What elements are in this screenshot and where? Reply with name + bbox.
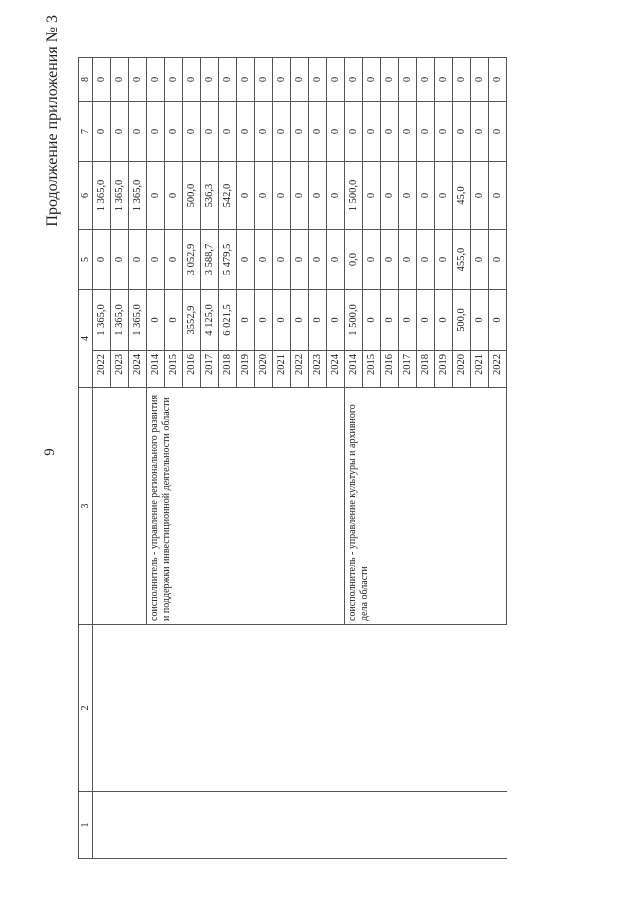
col8-cell: 0 <box>291 58 309 102</box>
total-cell: 0 <box>435 290 453 351</box>
col7-cell: 0 <box>417 102 435 162</box>
col1-cell <box>93 792 147 859</box>
col5-cell: 0 <box>93 230 111 290</box>
col7-cell: 0 <box>111 102 129 162</box>
col5-cell: 0 <box>255 230 273 290</box>
year-cell: 2022 <box>489 351 507 388</box>
col6-cell: 0 <box>327 162 345 230</box>
executor-cell <box>93 388 147 625</box>
col6-cell: 1 365,0 <box>129 162 147 230</box>
col6-cell: 0 <box>255 162 273 230</box>
col7-cell: 0 <box>273 102 291 162</box>
col5-cell: 5 479,5 <box>219 230 237 290</box>
col5-cell: 0 <box>381 230 399 290</box>
col6-cell: 536,3 <box>201 162 219 230</box>
col7-cell: 0 <box>183 102 201 162</box>
year-cell: 2019 <box>237 351 255 388</box>
col6-cell: 0 <box>435 162 453 230</box>
col7-cell: 0 <box>255 102 273 162</box>
total-cell: 0 <box>255 290 273 351</box>
col5-cell: 0 <box>147 230 165 290</box>
program-table <box>78 57 507 859</box>
year-cell: 2023 <box>111 351 129 388</box>
col7-cell: 0 <box>219 102 237 162</box>
col7-cell: 0 <box>489 102 507 162</box>
col7-cell: 0 <box>399 102 417 162</box>
col-header-5: 5 <box>79 230 93 290</box>
table-body <box>79 58 507 859</box>
col5-cell: 0 <box>165 230 183 290</box>
col1-cell <box>147 792 345 859</box>
total-cell: 0 <box>165 290 183 351</box>
year-cell: 2022 <box>93 351 111 388</box>
col5-cell: 455,0 <box>453 230 471 290</box>
col5-cell: 0 <box>273 230 291 290</box>
year-cell: 2020 <box>255 351 273 388</box>
col7-cell: 0 <box>291 102 309 162</box>
col8-cell: 0 <box>327 58 345 102</box>
column-number-row <box>79 58 93 859</box>
col6-cell: 1 365,0 <box>93 162 111 230</box>
total-cell: 6 021,5 <box>219 290 237 351</box>
total-cell: 0 <box>363 290 381 351</box>
total-cell: 0 <box>147 290 165 351</box>
col8-cell: 0 <box>237 58 255 102</box>
col8-cell: 0 <box>489 58 507 102</box>
executor-cell: соисполнитель - управление культуры и архивного дела области <box>345 388 507 625</box>
col8-cell: 0 <box>309 58 327 102</box>
year-cell: 2016 <box>183 351 201 388</box>
col5-cell: 0 <box>111 230 129 290</box>
col6-cell: 0 <box>417 162 435 230</box>
total-cell: 0 <box>327 290 345 351</box>
total-cell: 1 365,0 <box>111 290 129 351</box>
table-row <box>345 58 363 859</box>
col8-cell: 0 <box>471 58 489 102</box>
col-header-7: 7 <box>79 102 93 162</box>
col2-cell <box>93 625 147 792</box>
col2-cell <box>345 625 507 792</box>
year-cell: 2018 <box>219 351 237 388</box>
year-cell: 2022 <box>291 351 309 388</box>
col8-cell: 0 <box>453 58 471 102</box>
executor-cell: соисполнитель - управление регионального развития и поддержки инвестиционной деятельности области <box>147 388 345 625</box>
year-cell: 2016 <box>381 351 399 388</box>
col7-cell: 0 <box>471 102 489 162</box>
col7-cell: 0 <box>147 102 165 162</box>
col7-cell: 0 <box>381 102 399 162</box>
col5-cell: 0 <box>489 230 507 290</box>
col7-cell: 0 <box>327 102 345 162</box>
col7-cell: 0 <box>453 102 471 162</box>
col7-cell: 0 <box>309 102 327 162</box>
table-row <box>147 58 165 859</box>
col8-cell: 0 <box>345 58 363 102</box>
appendix-caption: Продолжение приложения № 3 <box>44 15 61 227</box>
col5-cell: 0 <box>237 230 255 290</box>
col8-cell: 0 <box>417 58 435 102</box>
col5-cell: 0 <box>291 230 309 290</box>
col5-cell: 0 <box>363 230 381 290</box>
col7-cell: 0 <box>129 102 147 162</box>
year-cell: 2019 <box>435 351 453 388</box>
col6-cell: 0 <box>165 162 183 230</box>
col-header-1: 1 <box>79 792 93 859</box>
col8-cell: 0 <box>183 58 201 102</box>
year-cell: 2021 <box>273 351 291 388</box>
col6-cell: 0 <box>471 162 489 230</box>
total-cell: 0 <box>237 290 255 351</box>
col7-cell: 0 <box>201 102 219 162</box>
col8-cell: 0 <box>147 58 165 102</box>
col8-cell: 0 <box>93 58 111 102</box>
col8-cell: 0 <box>363 58 381 102</box>
col6-cell: 0 <box>399 162 417 230</box>
year-cell: 2020 <box>453 351 471 388</box>
col8-cell: 0 <box>165 58 183 102</box>
total-cell: 0 <box>471 290 489 351</box>
col6-cell: 0 <box>237 162 255 230</box>
year-cell: 2014 <box>147 351 165 388</box>
col6-cell: 0 <box>363 162 381 230</box>
col-header-8: 8 <box>79 58 93 102</box>
col8-cell: 0 <box>381 58 399 102</box>
year-cell: 2023 <box>309 351 327 388</box>
col-header-3: 3 <box>79 388 93 625</box>
year-cell: 2024 <box>327 351 345 388</box>
total-cell: 0 <box>291 290 309 351</box>
col6-cell: 0 <box>309 162 327 230</box>
year-cell: 2015 <box>363 351 381 388</box>
year-cell: 2017 <box>399 351 417 388</box>
col6-cell: 500,0 <box>183 162 201 230</box>
col5-cell: 0 <box>417 230 435 290</box>
col5-cell: 0 <box>327 230 345 290</box>
col8-cell: 0 <box>255 58 273 102</box>
col7-cell: 0 <box>363 102 381 162</box>
col8-cell: 0 <box>219 58 237 102</box>
col6-cell: 0 <box>489 162 507 230</box>
year-cell: 2021 <box>471 351 489 388</box>
total-cell: 0 <box>417 290 435 351</box>
col7-cell: 0 <box>435 102 453 162</box>
col7-cell: 0 <box>345 102 363 162</box>
page-number: 9 <box>42 448 58 456</box>
col-header-6: 6 <box>79 162 93 230</box>
year-cell: 2017 <box>201 351 219 388</box>
col-header-4: 4 <box>79 290 93 388</box>
col5-cell: 3 588,7 <box>201 230 219 290</box>
col-header-2: 2 <box>79 625 93 792</box>
col5-cell: 0 <box>309 230 327 290</box>
col6-cell: 45,0 <box>453 162 471 230</box>
col5-cell: 0 <box>129 230 147 290</box>
col1-cell <box>345 792 507 859</box>
col8-cell: 0 <box>273 58 291 102</box>
col6-cell: 0 <box>381 162 399 230</box>
col8-cell: 0 <box>399 58 417 102</box>
col6-cell: 0 <box>273 162 291 230</box>
col8-cell: 0 <box>111 58 129 102</box>
col7-cell: 0 <box>93 102 111 162</box>
total-cell: 1 365,0 <box>129 290 147 351</box>
col6-cell: 1 365,0 <box>111 162 129 230</box>
col2-cell <box>147 625 345 792</box>
col5-cell: 0 <box>399 230 417 290</box>
total-cell: 4 125,0 <box>201 290 219 351</box>
col8-cell: 0 <box>129 58 147 102</box>
col7-cell: 0 <box>237 102 255 162</box>
total-cell: 0 <box>309 290 327 351</box>
total-cell: 1 500,0 <box>345 290 363 351</box>
col5-cell: 0 <box>435 230 453 290</box>
col7-cell: 0 <box>165 102 183 162</box>
col6-cell: 0 <box>147 162 165 230</box>
total-cell: 500,0 <box>453 290 471 351</box>
year-cell: 2015 <box>165 351 183 388</box>
col5-cell: 0 <box>471 230 489 290</box>
table-row <box>93 58 111 859</box>
year-cell: 2018 <box>417 351 435 388</box>
col6-cell: 542,0 <box>219 162 237 230</box>
col6-cell: 1 500,0 <box>345 162 363 230</box>
total-cell: 0 <box>273 290 291 351</box>
col8-cell: 0 <box>201 58 219 102</box>
col6-cell: 0 <box>291 162 309 230</box>
total-cell: 3552,9 <box>183 290 201 351</box>
total-cell: 0 <box>399 290 417 351</box>
col5-cell: 0,0 <box>345 230 363 290</box>
col8-cell: 0 <box>435 58 453 102</box>
total-cell: 0 <box>489 290 507 351</box>
total-cell: 1 365,0 <box>93 290 111 351</box>
total-cell: 0 <box>381 290 399 351</box>
year-cell: 2024 <box>129 351 147 388</box>
col5-cell: 3 052,9 <box>183 230 201 290</box>
year-cell: 2014 <box>345 351 363 388</box>
